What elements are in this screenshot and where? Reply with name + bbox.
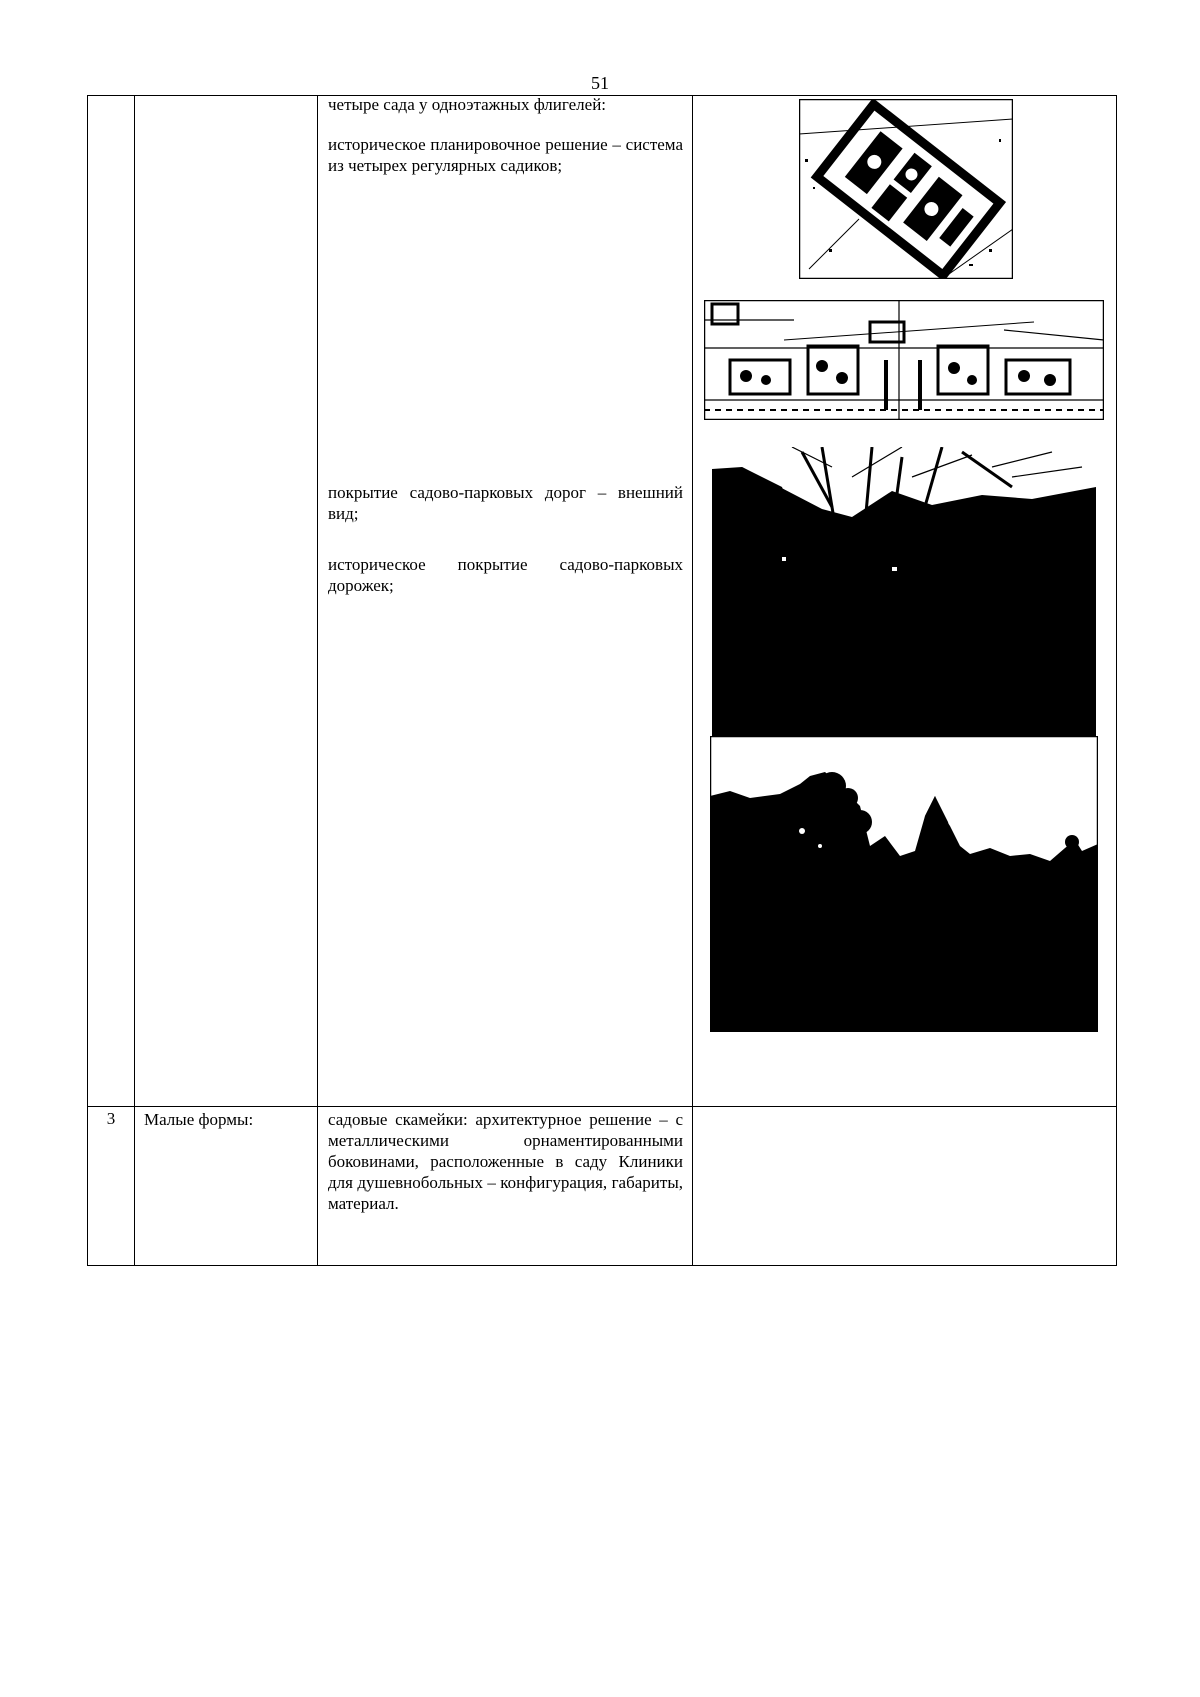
row-number: 3 [106,1109,116,1128]
column-divider-1 [134,96,135,1265]
garden-trees-photo [710,736,1098,1032]
column-divider-3 [692,96,693,1265]
garden-plan-drawing [704,300,1104,420]
paragraph-historic-layout: историческое планировочное решение – система из четырех регулярных садиков; [328,135,683,175]
column-divider-2 [317,96,318,1265]
garden-path-photo [712,447,1096,737]
page-number: 51 [591,73,609,93]
row-description: садовые скамейки: архитектурное решение – с металлическими орнаментированными боковинами, расположенные в саду Клиники для душевнобольных – конфигурация, габариты, материал. [328,1110,683,1213]
site-plan-photo [799,99,1013,279]
row-divider [88,1106,1116,1107]
paragraph-path-surface: покрытие садово-парковых дорог – внешний вид; [328,483,683,523]
paragraph-historic-path-surface: историческое покрытие садово-парковых дорожек; [328,555,683,595]
protection-subject-table [87,95,1117,1266]
row-category: Малые формы: [144,1110,254,1129]
paragraph-gardens: четыре сада у одноэтажных флигелей: [328,95,607,114]
